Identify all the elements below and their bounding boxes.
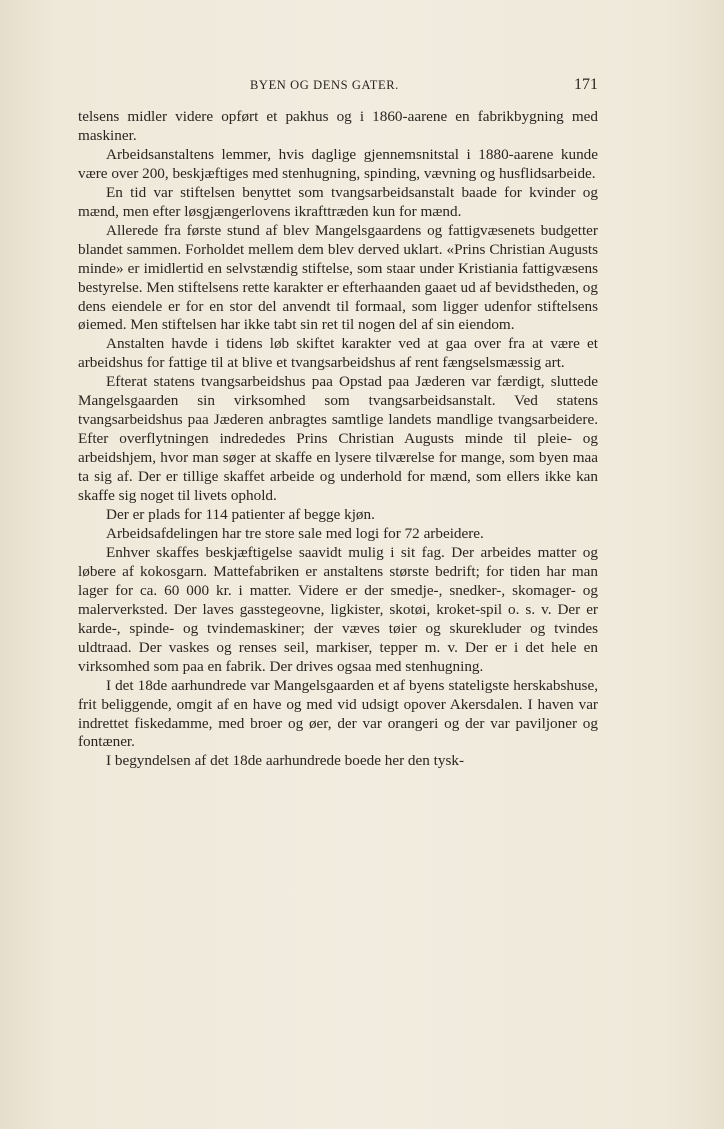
page-number: 171 [574,76,598,93]
paragraph: I begyndelsen af det 18de aarhundrede boede her den tysk- [106,752,465,770]
paragraph: En tid var stiftelsen benyttet som tvangsarbeidsanstalt baade for kvinder og mænd, men efter løsgjængerlovens ikrafttræden kun for mænd. [78,183,598,220]
paragraph: I det 18de aarhundrede var Mangelsgaarden et af byens stateligste herskabshuse, frit beliggende, omgit af en have og med vid udsigt opover Akersdalen. I haven var indrettet fiskedamme, med broer og øer, der var orangeri og der var paviljoner og fontæner. [78,676,598,751]
body-text [78,108,598,771]
paragraph: Arbeidsafdelingen har tre store sale med logi for 72 arbeidere. [106,524,484,542]
page-header [78,76,598,98]
paragraph: Enhver skaffes beskjæftigelse saavidt mulig i sit fag. Der arbeides matter og løbere af kokosgarn. Mattefabriken er anstaltens største bedrift; for tiden har man lager for ca. 60 000 kr. i matter. Videre er der smedje-, snedker-, skomager- og malerverksted. Der laves gasstegeovne, ligkister, skotøi, kroket-spil o. s. v. Der er karde-, spinde- og tvindemaskiner; der væves tøier og skurekluder og tvindes uldtraad. Der vaskes og renses seil, markiser, tepper m. v. Der er i det hele en virksomhed som paa en fabrik. Der drives ogsaa med stenhugning. [78,543,598,675]
paragraph: Anstalten havde i tidens løb skiftet karakter ved at gaa over fra at være et arbeidshus for fattige til at blive et tvangsarbeidshus af rent fængselsmæssig art. [78,335,598,372]
paragraph: Der er plads for 114 patienter af begge kjøn. [106,506,375,524]
running-title: BYEN OG DENS GATER. [250,78,399,92]
paragraph: Efterat statens tvangsarbeidshus paa Opstad paa Jæderen var færdigt, sluttede Mangelsgaarden sin virksomhed som tvangsarbeidsanstalt. Ved statens tvangsarbeidshus paa Jæderen anbragtes samtlige landets mandlige tvangsarbeidere. Efter overflytningen indrededes Prins Christian Augusts minde til pleie- og arbeidshjem, hvor man søger at skaffe en lysere tilværelse for mange, som byen maa ta sig af. Der er tillige skaffet arbeide og underhold for mænd, som ellers ikke kan skaffe sig noget til livets ophold. [78,373,598,505]
paragraph: Allerede fra første stund af blev Mangelsgaardens og fattigvæsenets budgetter blandet sammen. Forholdet mellem dem blev derved uklart. «Prins Christian Augusts minde» er imidlertid en selvstændig stiftelse, som staar under Kristiania fattigvæsens bestyrelse. Men stiftelsens rette karakter er efterhaanden gaaet ud af bevidstheden, og dens eiendele er for en stor del anvendt til formaal, som ligger udenfor stiftelsens øiemed. Men stiftelsen har ikke tabt sin ret til nogen del af sin eiendom. [78,221,598,334]
paragraph: telsens midler videre opført et pakhus og i 1860-aarene en fabrikbygning med maskiner. [78,108,598,144]
paragraph: Arbeidsanstaltens lemmer, hvis daglige gjennemsnitstal i 1880-aarene kunde være over 200, beskjæftiges med stenhugning, spinding, vævning og husflidsarbeide. [78,145,598,182]
